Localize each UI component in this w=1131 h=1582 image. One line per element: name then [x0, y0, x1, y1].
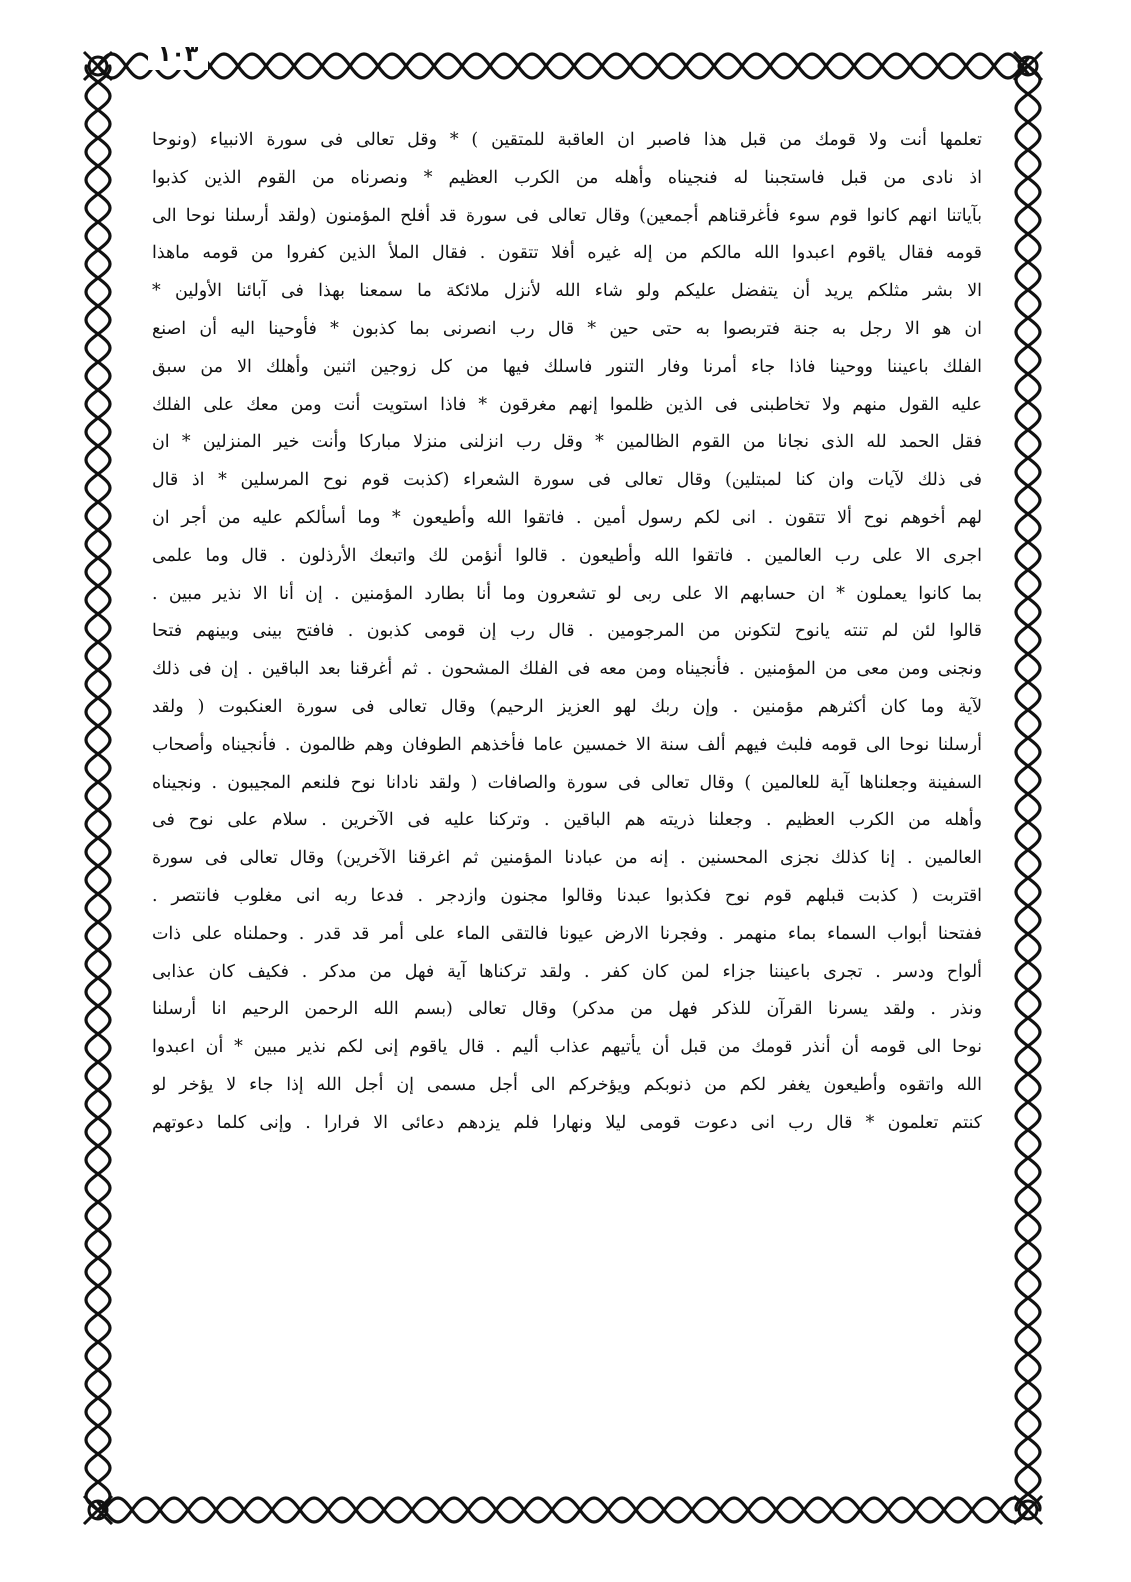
- text-line: تعلمها أنت ولا قومك من قبل هذا فاصبر ان العاقبة للمتقين ) * وقل تعالى فى سورة الانبياء (ونوحا: [152, 130, 982, 150]
- text-line: وأهله من الكرب العظيم . وجعلنا ذريته هم الباقين . وتركنا عليه فى الآخرين . سلام على نوح فى: [152, 810, 982, 831]
- text-line: نوحا الى قومه أن أنذر قومك من قبل أن يأتيهم عذاب أليم . قال ياقوم إنى لكم نذير مبين * أن اعبدوا: [152, 1037, 982, 1058]
- text-line: بما كانوا يعملون * ان حسابهم الا على ربى لو تشعرون وما أنا بطارد المؤمنين . إن أنا الا نذير مبين .: [152, 583, 982, 604]
- text-line: اقتربت ( كذبت قبلهم قوم نوح فكذبوا عبدنا وقالوا مجنون وازدجر . فدعا ربه انى مغلوب فانتصر .: [152, 885, 982, 906]
- text-line: الا بشر مثلكم يريد أن يتفضل عليكم ولو شاء الله لأنزل ملائكة ما سمعنا بهذا فى آبائنا الأولين *: [152, 281, 982, 302]
- text-line: السفينة وجعلناها آية للعالمين ) وقال تعالى فى سورة والصافات ( ولقد نادانا نوح فلنعم المجيبون . ونجيناه: [152, 772, 982, 793]
- text-line: لآية وما كان أكثرهم مؤمنين . وإن ربك لهو العزيز الرحيم) وقال تعالى فى سورة العنكبوت ( ولقد: [152, 696, 982, 717]
- page-number: ١٠٣: [148, 40, 208, 70]
- text-line: الله واتقوه وأطيعون يغفر لكم من ذنوبكم ويؤخركم الى أجل مسمى إن أجل الله إذا جاء لا يؤخر لو: [152, 1074, 982, 1095]
- text-line: لهم أخوهم نوح ألا تتقون . انى لكم رسول أمين . فاتقوا الله وأطيعون * وما أسألكم عليه من أجر ان: [152, 507, 982, 528]
- text-line: أرسلنا نوحا الى قومه فلبث فيهم ألف سنة الا خمسين عاما فأخذهم الطوفان وهم ظالمون . فأنجيناه وأصحاب: [152, 734, 982, 755]
- text-line: ونذر . ولقد يسرنا القرآن للذكر فهل من مدكر) وقال تعالى (بسم الله الرحمن الرحيم انا أرسلنا: [152, 999, 982, 1020]
- text-line: ففتحنا أبواب السماء بماء منهمر . وفجرنا الارض عيونا فالتقى الماء على أمر قد قدر . وحملناه على ذات: [152, 923, 982, 944]
- text-line: اذ نادى من قبل فاستجبنا له فنجيناه وأهله من الكرب العظيم * ونصرناه من القوم الذين كذبوا: [152, 167, 982, 188]
- text-line: الفلك باعيننا ووحينا فاذا جاء أمرنا وفار التنور فاسلك فيها من كل زوجين اثنين وأهلك الا من سبق: [152, 356, 982, 377]
- text-body: [152, 122, 982, 1452]
- text-line: اجرى الا على رب العالمين . فاتقوا الله وأطيعون . قالوا أنؤمن لك واتبعك الأرذلون . قال وما علمى: [152, 545, 982, 566]
- text-line: كنتم تعلمون * قال رب انى دعوت قومى ليلا ونهارا فلم يزدهم دعائى الا فرارا . وإنى كلما دعوتهم: [152, 1112, 982, 1133]
- text-line: قومه فقال ياقوم اعبدوا الله مالكم من إله غيره أفلا تتقون . فقال الملأ الذين كفروا من قومه ماهذا: [152, 243, 982, 264]
- text-line: بآياتنا انهم كانوا قوم سوء فأغرقناهم أجمعين) وقال تعالى فى سورة قد أفلح المؤمنون (ولقد أرسلنا نوحا الى: [152, 205, 982, 226]
- text-line: فقل الحمد لله الذى نجانا من القوم الظالمين * وقل رب انزلنى منزلا مباركا وأنت خير المنزلين * ان: [152, 432, 982, 453]
- text-line: فى ذلك لآيات وان كنا لمبتلين) وقال تعالى فى سورة الشعراء (كذبت قوم نوح المرسلين * اذ قال: [152, 470, 982, 491]
- text-line: ان هو الا رجل به جنة فتربصوا به حتى حين * قال رب انصرنى بما كذبون * فأوحينا اليه أن اصنع: [152, 318, 982, 339]
- text-line: ونجنى ومن معى من المؤمنين . فأنجيناه ومن معه فى الفلك المشحون . ثم أغرقنا بعد الباقين . إن فى ذلك: [152, 659, 982, 680]
- text-line: العالمين . إنا كذلك نجزى المحسنين . إنه من عبادنا المؤمنين ثم اغرقنا الآخرين) وقال تعالى فى سورة: [152, 848, 982, 869]
- text-line: قالوا لئن لم تنته يانوح لتكونن من المرجومين . قال رب إن قومى كذبون . فافتح بينى وبينهم فتحا: [152, 621, 982, 642]
- text-line: ألواح ودسر . تجرى باعيننا جزاء لمن كان كفر . ولقد تركناها آية فهل من مدكر . فكيف كان عذابى: [152, 961, 982, 982]
- text-line: عليه القول منهم ولا تخاطبنى فى الذين ظلموا إنهم مغرقون * فاذا استويت أنت ومن معك على الفلك: [152, 394, 982, 415]
